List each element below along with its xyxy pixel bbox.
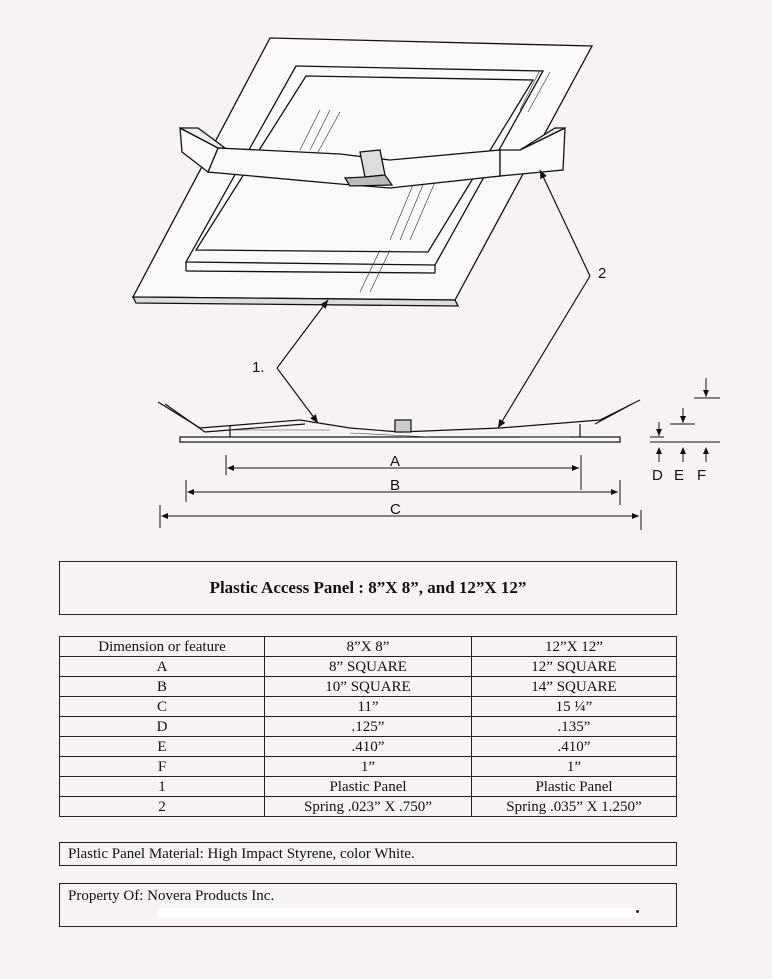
cell: 10” SQUARE bbox=[265, 677, 472, 697]
title-box bbox=[59, 561, 677, 615]
cell: Spring .035” X 1.250” bbox=[472, 797, 677, 817]
table-row bbox=[60, 737, 677, 757]
material-note: Plastic Panel Material: High Impact Styrene, color White. bbox=[59, 842, 677, 866]
cell: C bbox=[60, 697, 265, 717]
header-feature: Dimension or feature bbox=[60, 637, 265, 657]
callout-2-label: 2 bbox=[598, 265, 607, 282]
cell: 2 bbox=[60, 797, 265, 817]
owner-text: Property Of: Novera Products Inc. bbox=[68, 888, 275, 904]
isometric-panel bbox=[133, 38, 592, 306]
spec-table bbox=[59, 636, 677, 817]
table-row bbox=[60, 717, 677, 737]
cell: F bbox=[60, 757, 265, 777]
table-header-row bbox=[60, 637, 677, 657]
cell: 1 bbox=[60, 777, 265, 797]
cell: B bbox=[60, 677, 265, 697]
redaction-dot bbox=[636, 910, 639, 913]
cell: D bbox=[60, 717, 265, 737]
cell: Spring .023” X .750” bbox=[265, 797, 472, 817]
dim-c-label: C bbox=[390, 501, 401, 518]
table-row bbox=[60, 757, 677, 777]
cell: A bbox=[60, 657, 265, 677]
dim-e-label: E bbox=[674, 467, 685, 484]
dim-a-label: A bbox=[390, 453, 401, 470]
page-title: Plastic Access Panel : 8”X 8”, and 12”X 12” bbox=[209, 578, 527, 597]
header-8x8: 8”X 8” bbox=[265, 637, 472, 657]
dim-b-label: B bbox=[390, 477, 401, 494]
table-row bbox=[60, 777, 677, 797]
cell: Plastic Panel bbox=[265, 777, 472, 797]
cell: 11” bbox=[265, 697, 472, 717]
callout-1-label: 1. bbox=[252, 359, 265, 376]
cell: 15 ¼” bbox=[472, 697, 677, 717]
cell: .410” bbox=[472, 737, 677, 757]
cell: .135” bbox=[472, 717, 677, 737]
table-row bbox=[60, 797, 677, 817]
cell: 1” bbox=[472, 757, 677, 777]
cell: 8” SQUARE bbox=[265, 657, 472, 677]
owner-note bbox=[59, 883, 677, 927]
cell: E bbox=[60, 737, 265, 757]
cell: .125” bbox=[265, 717, 472, 737]
dim-f-label: F bbox=[697, 467, 707, 484]
header-12x12: 12”X 12” bbox=[472, 637, 677, 657]
table-row bbox=[60, 697, 677, 717]
cell: 12” SQUARE bbox=[472, 657, 677, 677]
dim-d-label: D bbox=[652, 467, 663, 484]
cell: .410” bbox=[265, 737, 472, 757]
cell: 14” SQUARE bbox=[472, 677, 677, 697]
table-row bbox=[60, 677, 677, 697]
redaction-mark bbox=[158, 908, 638, 918]
side-profile bbox=[158, 400, 640, 442]
cell: 1” bbox=[265, 757, 472, 777]
cell: Plastic Panel bbox=[472, 777, 677, 797]
table-row bbox=[60, 657, 677, 677]
